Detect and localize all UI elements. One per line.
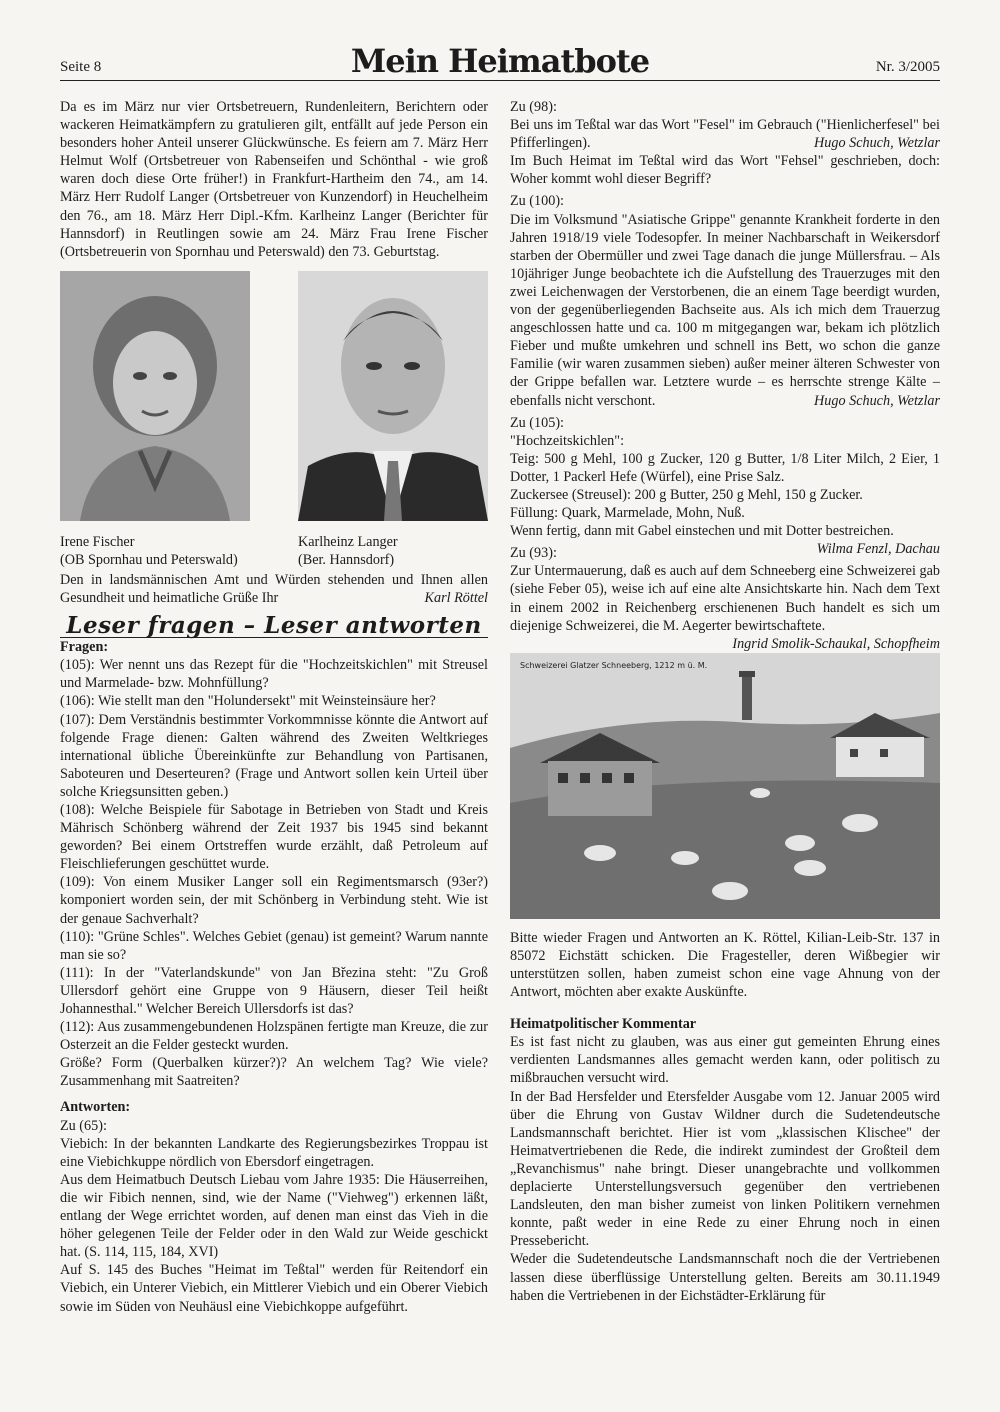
question-item: (107): Dem Verständnis bestimmter Vorkommnisse könnte die Antwort auf folgende Frage dienen: Galten während des Zweiten Weltkrieges international übliche Übereinkünfte zur Behandlung von Partisanen, Saboteuren und Deserteuren? (Frage und Antwort sollen kein Urteil über solche Kriegsunsitten geben.) <box>60 711 488 800</box>
question-item: (112): Aus zusammengebundenen Holzspänen fertigte man Kreuze, die zur Osterzeit an die Felder gesteckt wurden. <box>60 1019 488 1054</box>
greeting-signature: Karl Röttel <box>424 589 488 606</box>
question-item: (106): Wie stellt man den "Holundersekt" mit Weinsteinsäure her? <box>60 693 436 710</box>
caption-name: Karlheinz Langer <box>298 533 398 550</box>
issue-number: Nr. 3/2005 <box>875 59 940 75</box>
answer-93-text <box>510 562 940 652</box>
right-column <box>510 98 940 1305</box>
question-item: (111): In der "Vaterlandskunde" von Jan Březina steht: "Zu Groß Ullersdorf gehört eine Gruppe von 9 Häusern, dieser Teil heißt Johannesthal." Welcher Bereich Ullersdorfs ist das? <box>60 964 488 1017</box>
commentary-paragraph: Weder die Sudetendeutsche Landsmannschaft noch die der Vertriebenen lassen diese überflüssige Unterstellung gelten. Bereits am 30.11.1949 haben die Vertriebenen in der Eichstädter-Erklärung für <box>510 1251 940 1304</box>
portrait-karlheinz-langer <box>298 271 488 521</box>
answer-ref: Zu (93): <box>510 545 557 562</box>
answer-98-text2: Im Buch Heimat im Teßtal wird das Wort "Fehsel" geschrieben, doch: Woher kommt wohl dieser Begriff? <box>510 153 940 188</box>
caption-karlheinz-langer <box>298 533 398 569</box>
portrait-irene-fischer <box>60 271 250 521</box>
commentary-paragraph: Es ist fast nicht zu glauben, was aus einer gut gemeinten Ehrung eines verdienten Landsmannes alles gemacht werden kann, oder politisch zu mißbrauchen versucht wird. <box>510 1034 940 1087</box>
recipe-dough: Teig: 500 g Mehl, 100 g Zucker, 120 g Butter, 1/8 Liter Milch, 2 Eier, 1 Dotter, 1 Packerl Hefe (Würfel), eine Prise Salz. <box>510 450 940 485</box>
left-column <box>60 98 488 1316</box>
question-item: (109): Von einem Musiker Langer soll ein Regimentsmarsch (93er?) komponiert worden sein, der mit Schönberg in Verbindung steht. Wie ist der genaue Sachverhalt? <box>60 874 488 927</box>
answer-93-body: Zur Untermauerung, daß es auch auf dem Schneeberg eine Schweizerei gab (siehe Feber 05), weise ich auf eine alte Ansichtskarte hin. Nach dem Text in einem 2002 in Reichenberg erschienenen Buch handelt es sich um diejenige Schweizerei, die M. Aegerter bewirtschaftete. <box>510 563 940 634</box>
section-title: Leser fragen – Leser antworten <box>60 617 488 638</box>
caption-role: (OB Spornhau und Peterswald) <box>60 551 238 568</box>
questions-list <box>60 656 488 1090</box>
answer-ref: Zu (105): <box>510 414 564 431</box>
answer-100-text <box>510 211 940 410</box>
caption-irene-fischer <box>60 533 238 569</box>
greeting <box>60 571 488 607</box>
answer-93-signature: Ingrid Smolik-Schaukal, Schopfheim <box>732 635 940 652</box>
answer-98-text <box>510 116 940 152</box>
answer-98-text1: Bei uns im Teßtal war das Wort "Fesel" im Gebrauch ("Hienlicherfesel" bei Pfifferlingen). <box>510 117 940 152</box>
commentary-paragraph: In der Bad Hersfelder und Etersfelder Ausgabe vom 12. Januar 2005 wird über die Ehrung von Gustav Wildner durch die Sudetendeutsche Landsmannschaft berichtet. Hier ist vom „klassischen Klischee" der Heimatvertriebenen die Rede, die indirekt zumindest der Großteil dem „Revanchismus" nahe bringt. Dieser unangebrachte und vollkommen deplacierte Unterstellungsversuch gegenüber den vertriebenen Landsleuten, den man bisher zumeist von linken Politikern vernehmen konnte, paßt weder in eine Rede zu einer Ehrung noch in einen Pressebericht. <box>510 1088 940 1250</box>
closing-note: Bitte wieder Fragen und Antworten an K. Röttel, Kilian-Leib-Str. 137 in 85072 Eichstätt schicken. Die Fragesteller, deren Wißbegier wir unterstützen sollen, haben zumeist schon eine vage Ahnung von der Antwort, möchten aber exakte Auskünfte. <box>510 929 940 1001</box>
question-item: (105): Wer nennt uns das Rezept für die "Hochzeitskichlen" mit Streusel und Marmelade- bzw. Mohnfüllung? <box>60 657 488 692</box>
answer-paragraph: Aus dem Heimatbuch Deutsch Liebau vom Jahre 1935: Die Häuserreihen, die wir Fibich nennen, sind, wie der Name ("Viehweg") erkennen läßt, entlang der Wege errichtet worden, auf denen man einst das Vieh in die höher gelegenen Teile der Felder oder in den Wald zur Weide geschickt hat. (S. 114, 115, 184, XVI) <box>60 1171 488 1261</box>
recipe-instructions-text: Wenn fertig, dann mit Gabel einstechen und mit Dotter bestreichen. <box>510 523 894 540</box>
recipe-signature: Wilma Fenzl, Dachau <box>816 541 940 558</box>
postcard-photo <box>510 653 940 919</box>
recipe-title: "Hochzeitskichlen": <box>510 432 625 449</box>
greeting-text: Den in landsmännischen Amt und Würden stehenden und Ihnen allen Gesundheit und heimatliche Grüße Ihr <box>60 571 488 606</box>
page-header <box>60 40 940 81</box>
answers-heading: Antworten: <box>60 1099 131 1116</box>
answer-100-signature: Hugo Schuch, Wetzlar <box>814 392 940 409</box>
commentary-title: Heimatpolitischer Kommentar <box>510 1016 697 1033</box>
recipe-filling: Füllung: Quark, Marmelade, Mohn, Nuß. <box>510 505 745 522</box>
question-item: Größe? Form (Querbalken kürzer?)? An welchem Tag? Wie viele? Zusammenhang mit Saatreiten? <box>60 1055 488 1090</box>
caption-name: Irene Fischer <box>60 533 135 550</box>
newspaper-masthead: Mein Heimatbote <box>350 42 650 80</box>
birthday-intro: Da es im März nur vier Ortsbetreuern, Rundenleitern, Berichtern oder wackeren Heimatkämpfern zu gratulieren gilt, entfällt auf jede Person ein besonders hoher Anteil unserer Glückwünsche. Es feiern am 7. März Herr Helmut Wolf (Ortsbetreuer von Rabenseifen und Schönthal - wie groß waren doch diese Orte früher!) in Frankfurt-Hartheim den 74., am 14. März Herr Rudolf Langer (Ortsbetreuer von Kunzendorf) in Heuchelheim den 76., am 18. März Herr Dipl.-Kfm. Karlheinz Langer (Berichter für Hannsdorf) in Reutlingen sowie am 24. März Frau Irene Fischer (Ortsbetreuerin von Spornhau und Peterswald) den 73. Geburtstag. <box>60 99 488 260</box>
answer-paragraph: Auf S. 145 des Buches "Heimat im Teßtal" werden für Reitendorf ein Viebich, ein Unterer Viebich, ein Mittlerer Viebich und ein Oberer Viebich sowie im Süden von Neuhäusl eine Viebichkoppe aufgeführt. <box>60 1262 488 1315</box>
question-item: (110): "Grüne Schles". Welches Gebiet (genau) ist gemeint? Warum nannte man sie so? <box>60 928 488 963</box>
answer-ref: Zu (100): <box>510 193 564 210</box>
answer-100-body: Die im Volksmund "Asiatische Grippe" genannte Krankheit forderte in den Jahren 1918/19 viele Todesopfer. In meiner Nachbarschaft in Weikersdorf starben der Obermüller und zwei Tage danach die junge Müllersfrau. – Als 10jähriger Junge beobachtete ich die Aufstellung des Trauerzuges mit den zwei Leichenwagen der Verstorbenen, die an einem Tage beerdigt wurden, von der gegenüberliegenden Bachseite aus. Als ich mich dem Trauerzug angeschlossen hatte und ca. 100 m mitgegangen war, bekam ich plötzlich Fieber und mußte umkehren und schnell ins Bett, wo schon die ganze Familie (wir waren zusammen sieben) außer meiner älteren Schwester von der Grippe befallen war. Letztere wurde – es herrschte strenge Kälte – ebenfalls nicht verschont. <box>510 211 940 409</box>
answer-98-signature: Hugo Schuch, Wetzlar <box>814 135 940 152</box>
question-item: (108): Welche Beispiele für Sabotage in Betrieben von Stadt und Kreis Mährisch Schönberg während der Zeit 1937 bis 1945 sind bekannt geworden? Bei einem Ortstreffen wurde erzählt, daß Petroleum auf Fleischlieferungen geschüttet wurde. <box>60 801 488 873</box>
postcard-caption: Schweizerei Glatzer Schneeberg, 1212 m ü. M. <box>520 660 708 670</box>
answer-ref: Zu (98): <box>510 99 557 115</box>
answer-paragraph: Viebich: In der bekannten Landkarte des Regierungsbezirkes Troppau ist eine Viebichkuppe nördlich von Ebersdorf eingetragen. <box>60 1135 488 1170</box>
page-number: Seite 8 <box>60 59 102 75</box>
recipe-streusel: Zuckersee (Streusel): 200 g Butter, 250 g Mehl, 150 g Zucker. <box>510 486 863 503</box>
answer-ref: Zu (65): <box>60 1117 107 1134</box>
questions-heading: Fragen: <box>60 639 109 656</box>
portrait-photos <box>60 271 488 571</box>
caption-role: (Ber. Hannsdorf) <box>298 551 395 568</box>
